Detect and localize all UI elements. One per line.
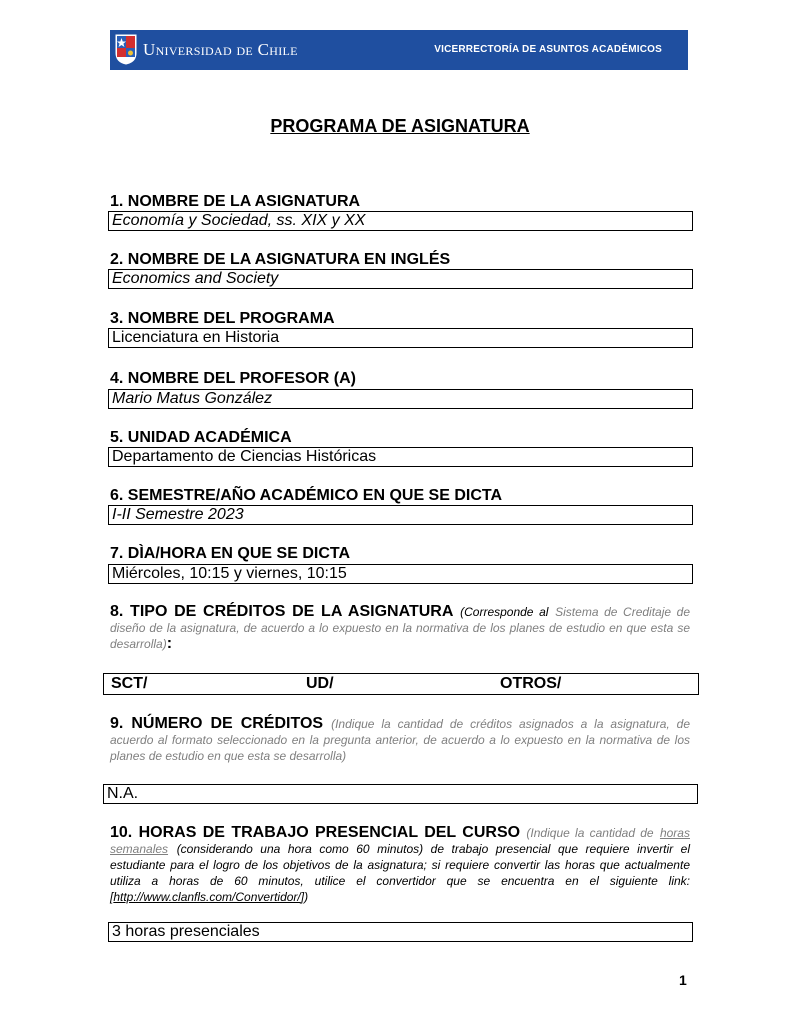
section-heading-5: 5. UNIDAD ACADÉMICA — [110, 429, 292, 446]
section-heading-6: 6. SEMESTRE/AÑO ACADÉMICO EN QUE SE DICTA — [110, 487, 503, 504]
section-value-4: Mario Matus González — [108, 389, 693, 409]
section-heading-10: 10. HORAS DE TRABAJO PRESENCIAL DEL CURSO — [110, 824, 521, 841]
section-8-paragraph — [110, 604, 690, 652]
credit-type-sct: SCT/ — [111, 675, 148, 692]
section-value-3: Licenciatura en Historia — [108, 328, 693, 348]
header-banner — [110, 30, 688, 70]
section-value-9: N.A. — [103, 784, 698, 804]
section-8-note-a: (Corresponde al — [460, 605, 549, 619]
section-value-2: Economics and Society — [108, 269, 693, 289]
section-heading-2: 2. NOMBRE DE LA ASIGNATURA EN INGLÉS — [110, 251, 451, 268]
credit-type-box — [103, 673, 699, 695]
section-heading-7: 7. DÌA/HORA EN QUE SE DICTA — [110, 545, 351, 562]
section-10-note-underlined: horas semanales — [110, 826, 690, 856]
section-8-note-b: Sistema de Creditaje de diseño de la asignatura, de acuerdo a lo expuesto en la normativa de los planes de estudio en que esta se desarrolla) — [110, 605, 690, 651]
credit-type-ud: UD/ — [306, 675, 334, 692]
section-10-note-a: (Indique la cantidad de — [526, 826, 654, 840]
university-name: Universidad de Chile — [143, 40, 298, 59]
document-title: PROGRAMA DE ASIGNATURA — [270, 116, 530, 136]
section-9-note: (Indique la cantidad de créditos asignados a la asignatura, de acuerdo al formato seleccionado en la pregunta anterior, de acuerdo a lo expuesto en la normativa de los planes de estudio en que esta se desarrolla) — [110, 717, 691, 763]
section-heading-3: 3. NOMBRE DEL PROGRAMA — [110, 310, 335, 327]
credit-type-otros: OTROS/ — [500, 675, 562, 692]
section-value-6: I-II Semestre 2023 — [108, 505, 693, 525]
section-10-note-b: (considerando una hora como 60 minutos) de trabajo presencial que requiere invertir el estudiante para el logro de los objetivos de la asignatura; si requiere convertir las horas que actualmente utiliza a horas de 60 minutos, utilice el convertidor que se encuentra en el siguiente link: [ — [110, 842, 690, 904]
section-9-paragraph — [110, 716, 690, 764]
section-value-5: Departamento de Ciencias Históricas — [108, 447, 693, 467]
section-value-1: Economía y Sociedad, ss. XIX y XX — [108, 211, 693, 231]
section-heading-9: 9. NÚMERO DE CRÉDITOS — [110, 715, 324, 732]
section-10-note-c: ]) — [300, 890, 309, 904]
university-shield-icon — [115, 34, 137, 65]
section-heading-4: 4. NOMBRE DEL PROFESOR (A) — [110, 370, 356, 387]
vice-rectory-label: VICERRECTORÍA DE ASUNTOS ACADÉMICOS — [434, 44, 662, 55]
section-heading-8: 8. TIPO DE CRÉDITOS DE LA ASIGNATURA — [110, 603, 454, 620]
section-8-colon: : — [166, 635, 173, 652]
section-value-10: 3 horas presenciales — [108, 922, 693, 942]
section-heading-1: 1. NOMBRE DE LA ASIGNATURA — [110, 193, 361, 210]
section-10-paragraph — [110, 825, 690, 905]
page-number: 1 — [679, 972, 687, 988]
converter-link[interactable]: http://www.clanfls.com/Convertidor/ — [113, 890, 301, 904]
section-value-7: Miércoles, 10:15 y viernes, 10:15 — [108, 564, 693, 584]
